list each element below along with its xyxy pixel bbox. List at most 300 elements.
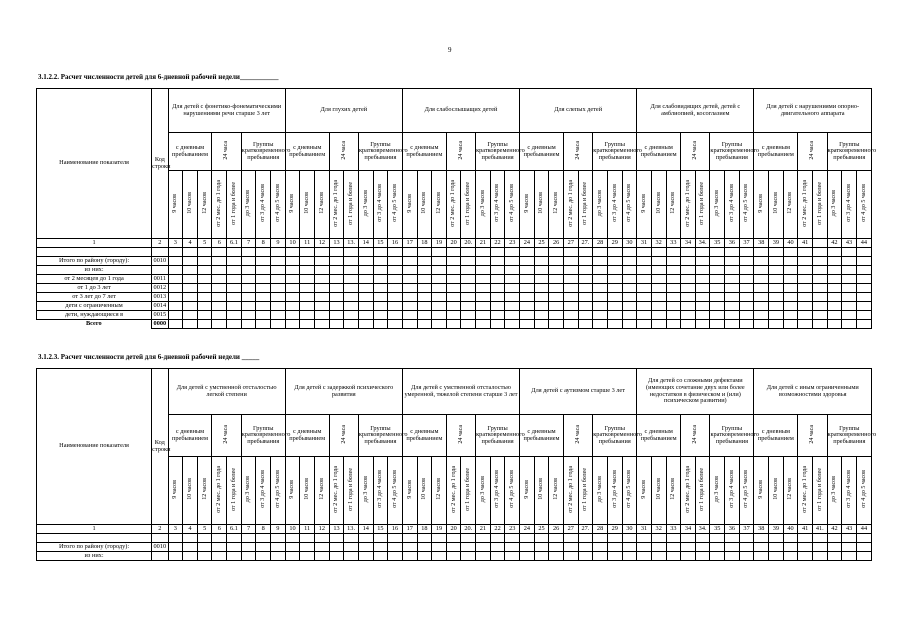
leaf-header [183, 457, 198, 525]
leaf-label: от 2 мес. до 1 года [216, 465, 223, 513]
data-cell [446, 552, 461, 561]
data-cell [827, 302, 842, 311]
data-cell [358, 266, 373, 275]
data-cell [227, 257, 242, 266]
data-cell [549, 311, 564, 320]
data-cell [520, 284, 535, 293]
data-cell [446, 543, 461, 552]
data-cell [256, 552, 271, 561]
data-cell [300, 302, 315, 311]
data-cell [651, 302, 666, 311]
data-cell [637, 275, 652, 284]
data-cell [725, 266, 740, 275]
data-cell [593, 302, 608, 311]
data-cell [607, 302, 622, 311]
blank-cell [622, 534, 637, 543]
leaf-label: от 2 мес. до 1 года [450, 179, 457, 227]
column-number: 27 [564, 239, 579, 248]
column-number: 29 [607, 525, 622, 534]
data-cell [197, 293, 212, 302]
data-cell [622, 257, 637, 266]
data-cell [695, 543, 710, 552]
leaf-header [695, 171, 710, 239]
blank-cell [358, 248, 373, 257]
blank-cell [798, 248, 813, 257]
data-cell [417, 302, 432, 311]
subgroup-24h [329, 133, 358, 171]
subgroup-24h [212, 133, 241, 171]
data-cell [783, 275, 798, 284]
data-cell [329, 320, 344, 329]
data-cell [754, 275, 769, 284]
leaf-label: до 3 часов [479, 476, 486, 503]
group-header: Для детей с умственной отсталостью умеренной, тяжелой степени старше 3 лет [402, 369, 519, 415]
data-cell [564, 320, 579, 329]
data-cell [593, 257, 608, 266]
data-cell [725, 543, 740, 552]
column-number: 26 [549, 525, 564, 534]
blank-cell [285, 248, 300, 257]
data-cell [842, 311, 857, 320]
data-cell [227, 311, 242, 320]
data-cell [227, 552, 242, 561]
leaf-header [666, 457, 681, 525]
data-cell [388, 266, 403, 275]
subgroup-24h [564, 133, 593, 171]
column-number: 34 [681, 525, 696, 534]
data-cell [564, 266, 579, 275]
leaf-header [666, 171, 681, 239]
data-cell [315, 266, 330, 275]
subgroup-24h-label: 24 часа [340, 140, 347, 160]
data-cell [373, 275, 388, 284]
data-cell [432, 293, 447, 302]
data-cell [476, 284, 491, 293]
leaf-header [549, 457, 564, 525]
column-number: 5 [197, 525, 212, 534]
row-code: 0014 [153, 301, 167, 309]
data-cell [681, 284, 696, 293]
leaf-label: от 4 до 5 часов [743, 470, 750, 509]
table-row [37, 552, 872, 561]
blank-cell [812, 534, 827, 543]
blank-cell [344, 534, 359, 543]
data-cell [212, 266, 227, 275]
data-cell [490, 275, 505, 284]
data-cell [769, 275, 784, 284]
data-cell [549, 543, 564, 552]
data-cell [622, 266, 637, 275]
data-cell [315, 311, 330, 320]
data-cell [783, 284, 798, 293]
row-label: от 1 до 3 лет [37, 284, 152, 293]
data-cell [212, 293, 227, 302]
blank-cell [637, 534, 652, 543]
data-cell [520, 552, 535, 561]
column-number: 43 [842, 239, 857, 248]
blank-cell [578, 248, 593, 257]
leaf-label: от 1 года и более [347, 467, 354, 511]
leaf-label: 12 часов [670, 192, 677, 215]
blank-cell [256, 248, 271, 257]
blank-cell [564, 248, 579, 257]
code-header: Код строки [152, 89, 168, 239]
group-header: Для слабослышащих детей [402, 89, 519, 133]
leaf-header [754, 171, 769, 239]
leaf-header [417, 457, 432, 525]
subgroup-24h-label: 24 часа [692, 424, 699, 444]
column-number: 13 [329, 525, 344, 534]
data-cell [197, 320, 212, 329]
blank-cell [446, 534, 461, 543]
leaf-header [534, 171, 549, 239]
data-cell [402, 284, 417, 293]
data-cell [358, 302, 373, 311]
leaf-header [168, 457, 183, 525]
data-cell [739, 266, 754, 275]
data-cell [402, 275, 417, 284]
leaf-label: 10 часов [655, 192, 662, 215]
leaf-header [798, 457, 813, 525]
data-cell [651, 543, 666, 552]
column-number: 18 [417, 239, 432, 248]
column-number: 41. [812, 525, 827, 534]
column-number: 13 [329, 239, 344, 248]
data-cell [637, 552, 652, 561]
data-cell [490, 284, 505, 293]
data-cell [666, 552, 681, 561]
data-cell [168, 293, 183, 302]
data-cell [329, 311, 344, 320]
leaf-header [241, 171, 256, 239]
data-cell [710, 284, 725, 293]
column-number: 13. [344, 239, 359, 248]
leaf-label: от 4 до 5 часов [274, 470, 281, 509]
data-cell [593, 275, 608, 284]
column-number: 34. [695, 239, 710, 248]
blank-cell [417, 248, 432, 257]
column-number: 34. [695, 525, 710, 534]
data-cell [769, 302, 784, 311]
blank-cell [505, 534, 520, 543]
data-cell [710, 257, 725, 266]
leaf-label: 10 часов [538, 192, 545, 215]
blank-cell [212, 534, 227, 543]
data-cell [812, 311, 827, 320]
data-cell [710, 552, 725, 561]
data-cell [549, 552, 564, 561]
leaf-header [168, 171, 183, 239]
data-cell [358, 320, 373, 329]
leaf-label: 9 часов [523, 193, 530, 213]
data-cell [812, 552, 827, 561]
subgroup-24h [446, 415, 475, 457]
leaf-label: 9 часов [758, 479, 765, 499]
data-cell [754, 257, 769, 266]
data-cell [710, 266, 725, 275]
leaf-header [798, 171, 813, 239]
leaf-header [725, 457, 740, 525]
data-cell [769, 257, 784, 266]
data-cell [593, 552, 608, 561]
total-row [37, 320, 872, 329]
data-cell [271, 543, 286, 552]
data-cell [285, 266, 300, 275]
leaf-label: от 2 мес. до 1 года [802, 465, 809, 513]
data-cell [564, 257, 579, 266]
blank-cell [783, 534, 798, 543]
leaf-label: от 1 года и более [582, 467, 589, 511]
blank-cell [271, 534, 286, 543]
group-header: Для детей с нарушениями опорно-двигательного аппарата [754, 89, 872, 133]
data-cell [271, 552, 286, 561]
data-cell [681, 320, 696, 329]
data-cell [520, 311, 535, 320]
subgroup-short: Группы кратковременного пребывания [593, 415, 637, 457]
blank-cell [285, 534, 300, 543]
data-cell [490, 552, 505, 561]
data-cell [769, 552, 784, 561]
data-cell [622, 284, 637, 293]
leaf-label: 9 часов [406, 479, 413, 499]
data-cell [725, 257, 740, 266]
leaf-header [329, 457, 344, 525]
blank-cell [695, 248, 710, 257]
data-cell [197, 284, 212, 293]
leaf-label: от 2 мес. до 1 года [333, 465, 340, 513]
leaf-header [812, 171, 827, 239]
data-cell [739, 257, 754, 266]
blank-cell [681, 534, 696, 543]
leaf-label: от 1 года и более [230, 467, 237, 511]
data-cell [812, 293, 827, 302]
column-number: 11 [300, 525, 315, 534]
data-cell [607, 275, 622, 284]
row-label: дети с ограниченным [37, 302, 152, 311]
data-cell [476, 293, 491, 302]
data-cell [783, 257, 798, 266]
data-cell [798, 257, 813, 266]
blank-cell [300, 248, 315, 257]
row-label: Итого по району (городу): [37, 257, 152, 266]
leaf-label: 9 часов [289, 479, 296, 499]
data-cell [212, 311, 227, 320]
data-cell [212, 284, 227, 293]
data-cell [681, 311, 696, 320]
data-cell [344, 257, 359, 266]
data-cell [476, 543, 491, 552]
data-cell [417, 266, 432, 275]
table-row [37, 543, 872, 552]
leaf-header [754, 457, 769, 525]
subgroup-day: с дневным пребыванием [168, 133, 212, 171]
data-cell [388, 293, 403, 302]
column-number: 33 [666, 239, 681, 248]
subgroup-24h [681, 133, 710, 171]
data-cell [300, 320, 315, 329]
data-cell [300, 266, 315, 275]
data-cell [373, 257, 388, 266]
column-number: 36 [725, 239, 740, 248]
data-cell [358, 275, 373, 284]
data-cell [285, 320, 300, 329]
data-cell [168, 543, 183, 552]
column-number: 35 [710, 239, 725, 248]
subgroup-24h-label: 24 часа [223, 140, 230, 160]
column-number: 31 [637, 525, 652, 534]
data-cell [769, 266, 784, 275]
leaf-header [710, 457, 725, 525]
data-cell [725, 320, 740, 329]
data-cell [856, 275, 871, 284]
column-number: 37 [739, 239, 754, 248]
data-cell [769, 284, 784, 293]
column-number: 14 [358, 239, 373, 248]
subgroup-24h [681, 415, 710, 457]
data-cell [300, 543, 315, 552]
row-label: от 3 лет до 7 лет [37, 293, 152, 302]
data-cell [827, 320, 842, 329]
subgroup-day: с дневным пребыванием [285, 133, 329, 171]
leaf-header [856, 457, 871, 525]
data-cell [417, 284, 432, 293]
data-cell [549, 275, 564, 284]
data-cell [344, 275, 359, 284]
data-cell [227, 275, 242, 284]
leaf-header [783, 171, 798, 239]
data-cell [666, 311, 681, 320]
leaf-label: 10 часов [538, 478, 545, 501]
table-row [37, 266, 872, 275]
data-cell [798, 311, 813, 320]
data-cell [783, 293, 798, 302]
data-cell [197, 311, 212, 320]
leaf-label: от 1 года и более [582, 181, 589, 225]
data-cell [578, 320, 593, 329]
data-cell [315, 257, 330, 266]
leaf-label: 9 часов [640, 193, 647, 213]
data-cell [842, 552, 857, 561]
blank-cell [754, 534, 769, 543]
data-cell [681, 552, 696, 561]
data-cell [183, 257, 198, 266]
column-number: 42 [827, 239, 842, 248]
subgroup-day: с дневным пребыванием [402, 133, 446, 171]
leaf-label: от 2 мес. до 1 года [450, 465, 457, 513]
data-cell [461, 257, 476, 266]
leaf-header [681, 171, 696, 239]
column-number: 30 [622, 239, 637, 248]
data-cell [534, 552, 549, 561]
data-cell [637, 543, 652, 552]
data-cell [432, 275, 447, 284]
leaf-header [725, 171, 740, 239]
leaf-header [520, 457, 535, 525]
data-cell [402, 552, 417, 561]
data-cell [446, 320, 461, 329]
data-cell [739, 284, 754, 293]
leaf-label: от 2 мес. до 1 года [567, 179, 574, 227]
column-number: 25 [534, 525, 549, 534]
blank-cell [197, 248, 212, 257]
leaf-header [212, 457, 227, 525]
blank-cell [402, 534, 417, 543]
data-cell [593, 543, 608, 552]
group-header: Для детей с задержкой психического развития [285, 369, 402, 415]
column-number: 32 [651, 525, 666, 534]
data-cell [300, 552, 315, 561]
data-cell [505, 293, 520, 302]
column-number: 1 [37, 525, 152, 534]
data-cell [607, 552, 622, 561]
subgroup-24h-label: 24 часа [809, 140, 816, 160]
blank-cell [637, 248, 652, 257]
row-label: Итого по району (городу): [37, 543, 152, 552]
subgroup-24h-label: 24 часа [457, 140, 464, 160]
data-cell [798, 552, 813, 561]
data-cell [754, 543, 769, 552]
leaf-header [827, 457, 842, 525]
column-number: 22 [490, 239, 505, 248]
data-cell [783, 302, 798, 311]
group-header: Для детей с аутизмом старше 3 лет [520, 369, 637, 415]
blank-cell [666, 248, 681, 257]
column-number: 25 [534, 239, 549, 248]
leaf-header [856, 171, 871, 239]
leaf-header [315, 457, 330, 525]
column-number: 40 [783, 525, 798, 534]
data-cell [534, 543, 549, 552]
row-label: из них: [37, 266, 152, 275]
blank-cell [37, 534, 152, 543]
column-number: 4 [183, 525, 198, 534]
data-cell [520, 257, 535, 266]
data-cell [754, 266, 769, 275]
blank-cell [183, 248, 198, 257]
data-cell [432, 284, 447, 293]
data-cell [725, 275, 740, 284]
leaf-header [578, 171, 593, 239]
data-cell [856, 302, 871, 311]
subgroup-24h-label: 24 часа [809, 424, 816, 444]
data-cell [549, 257, 564, 266]
data-cell [388, 275, 403, 284]
column-number: 19 [432, 239, 447, 248]
blank-cell [622, 248, 637, 257]
data-cell [241, 320, 256, 329]
data-cell [329, 257, 344, 266]
leaf-header [593, 171, 608, 239]
leaf-label: 9 часов [172, 193, 179, 213]
page-number: 9 [448, 46, 452, 54]
blank-cell [241, 248, 256, 257]
column-number: 36 [725, 525, 740, 534]
leaf-header [812, 457, 827, 525]
column-number: 12 [315, 525, 330, 534]
data-cell [476, 320, 491, 329]
leaf-header [329, 171, 344, 239]
blank-cell [358, 534, 373, 543]
data-cell [183, 543, 198, 552]
leaf-label: от 3 до 4 часов [728, 470, 735, 509]
data-cell [812, 266, 827, 275]
column-number: 23 [505, 525, 520, 534]
leaf-header [402, 171, 417, 239]
leaf-header [227, 171, 242, 239]
data-cell [402, 257, 417, 266]
blank-cell [227, 248, 242, 257]
data-cell [183, 320, 198, 329]
